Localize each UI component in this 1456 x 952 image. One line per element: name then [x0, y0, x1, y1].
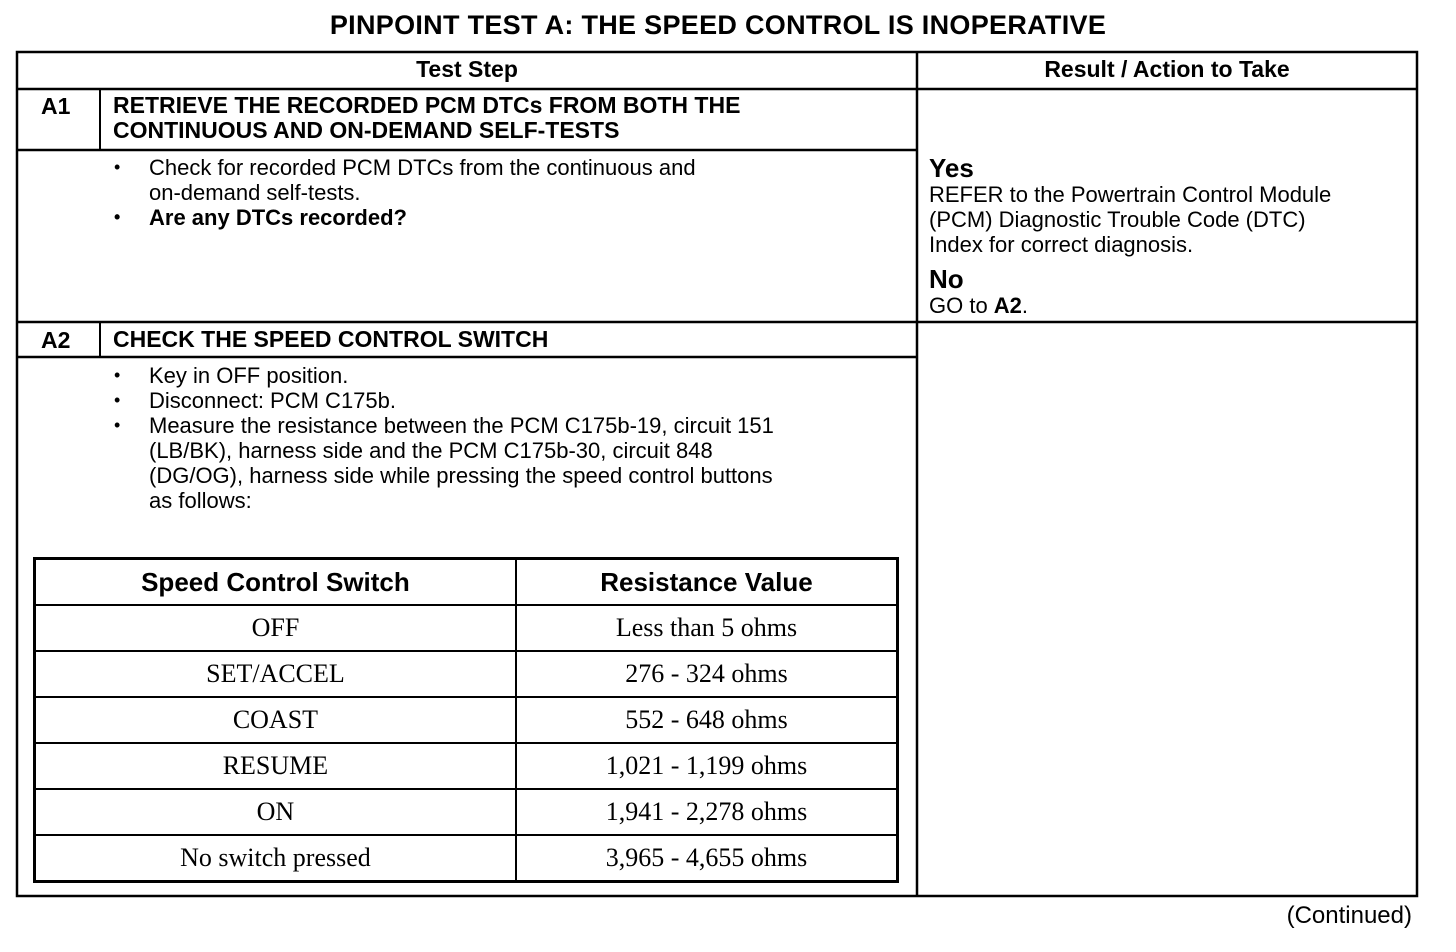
column-header-resistance: Resistance Value [516, 559, 898, 606]
resistance-table [33, 557, 899, 883]
list-item: • Key in OFF position. [114, 363, 904, 388]
list-item: • Disconnect: PCM C175b. [114, 388, 904, 413]
step-a1-id: A1 [41, 93, 71, 119]
step-a2-title: CHECK THE SPEED CONTROL SWITCH [113, 326, 549, 352]
list-item: • Check for recorded PCM DTCs from the continuous and on-demand self-tests. [114, 155, 904, 205]
table-row: ON 1,941 - 2,278 ohms [35, 789, 898, 835]
table-row: OFF Less than 5 ohms [35, 605, 898, 651]
no-action: GO to A2. [929, 293, 1029, 318]
header-test-step: Test Step [416, 56, 518, 82]
step-reference-link: A2 [993, 293, 1022, 318]
step-a1-instructions [114, 155, 904, 230]
table-header-row [35, 559, 898, 606]
column-header-switch: Speed Control Switch [35, 559, 516, 606]
table-row: RESUME 1,021 - 1,199 ohms [35, 743, 898, 789]
continued-label: (Continued) [1286, 902, 1412, 929]
list-item: • Are any DTCs recorded? [114, 205, 904, 230]
no-label: No [929, 264, 964, 294]
step-a2-id: A2 [41, 327, 71, 353]
table-row: COAST 552 - 648 ohms [35, 697, 898, 743]
step-a2-instructions [114, 363, 904, 513]
list-item: • Measure the resistance between the PCM C175b-19, circuit 151 (LB/BK), harness side and the PCM C175b-30, circuit 848 (DG/OG), harness side while pressing the speed control buttons as follows: [114, 413, 904, 513]
table-row: No switch pressed 3,965 - 4,655 ohms [35, 835, 898, 882]
page-title: PINPOINT TEST A: THE SPEED CONTROL IS INOPERATIVE [329, 10, 1107, 40]
yes-label: Yes [929, 153, 974, 183]
table-row: SET/ACCEL 276 - 324 ohms [35, 651, 898, 697]
header-result-action: Result / Action to Take [1044, 56, 1290, 82]
step-a1-result: Yes REFER to the Powertrain Control Module (PCM) Diagnostic Trouble Code (DTC) Index for correct diagnosis. No GO to A2. [929, 154, 1414, 318]
step-a1-title: RETRIEVE THE RECORDED PCM DTCs FROM BOTH THE CONTINUOUS AND ON-DEMAND SELF-TESTS [113, 92, 741, 143]
